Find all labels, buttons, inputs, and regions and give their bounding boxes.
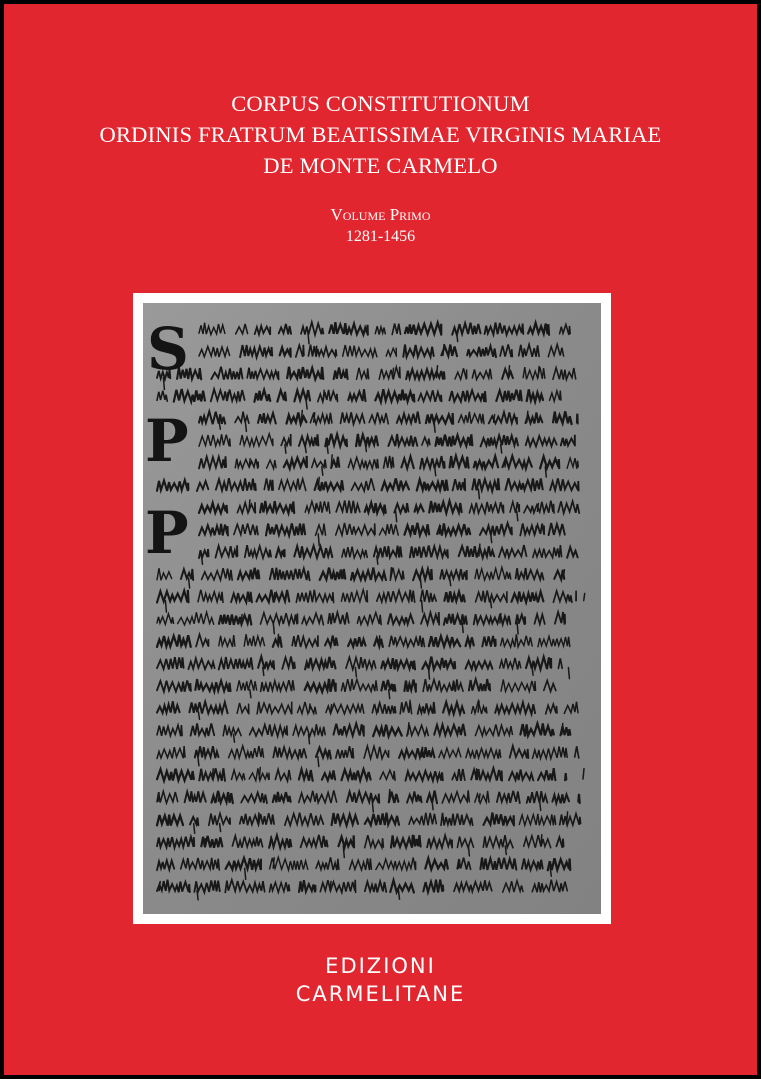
handwriting-stroke <box>345 325 346 333</box>
handwriting-stroke <box>568 668 569 679</box>
handwriting-stroke <box>408 723 409 735</box>
handwriting-stroke <box>219 422 220 429</box>
handwriting-stroke <box>457 333 458 342</box>
handwriting-stroke <box>517 623 518 634</box>
handwriting-stroke <box>422 748 423 757</box>
handwriting-stroke <box>412 835 413 846</box>
handwriting-stroke <box>305 445 306 453</box>
handwriting-stroke <box>270 836 271 846</box>
handwriting-stroke <box>532 668 533 676</box>
handwriting-stroke <box>389 690 390 699</box>
svg-text:P: P <box>145 499 189 567</box>
handwriting-stroke <box>550 868 551 876</box>
handwriting-stroke <box>365 445 366 452</box>
handwriting-stroke <box>199 712 200 719</box>
handwriting-stroke <box>372 801 373 812</box>
handwriting-stroke <box>501 445 502 454</box>
handwriting-stroke <box>399 891 400 900</box>
handwriting-stroke <box>316 346 317 355</box>
handwriting-stroke <box>414 348 415 356</box>
handwriting-stroke <box>250 690 251 698</box>
handwriting-stroke <box>563 570 564 579</box>
handwriting-stroke <box>478 489 479 499</box>
handwriting-stroke <box>241 615 242 623</box>
handwriting-stroke <box>396 511 397 521</box>
handwriting-stroke <box>538 367 539 378</box>
handwriting-stroke <box>437 366 438 378</box>
handwriting-stroke <box>567 812 568 824</box>
handwriting-stroke <box>249 459 250 467</box>
handwriting-stroke <box>314 413 315 422</box>
manuscript-image <box>143 303 601 914</box>
handwriting-stroke <box>562 724 563 735</box>
handwriting-stroke <box>505 457 506 466</box>
volume-years: 1281-1456 <box>345 228 416 245</box>
title-line-3: DE MONTE CARMELO <box>263 153 498 178</box>
handwriting-stroke <box>432 801 433 809</box>
book-cover <box>4 4 757 1075</box>
publisher-name <box>4 952 757 1008</box>
handwriting-stroke <box>462 623 463 633</box>
handwriting-stroke <box>434 422 435 432</box>
handwriting-stroke <box>429 668 430 680</box>
handwriting-stroke <box>443 345 444 356</box>
handwriting-stroke <box>234 734 235 742</box>
handwriting-stroke <box>330 882 331 891</box>
handwriting-stroke <box>494 415 495 423</box>
handwriting-stroke <box>158 793 159 802</box>
handwriting-stroke <box>390 568 391 579</box>
handwriting-stroke <box>527 411 528 422</box>
handwriting-stroke <box>301 411 302 423</box>
handwriting-stroke <box>263 668 264 676</box>
handwriting-stroke <box>331 455 332 467</box>
book-title <box>4 88 757 181</box>
handwriting-stroke <box>318 477 319 489</box>
handwriting-stroke <box>220 824 221 832</box>
handwriting-stroke <box>409 700 410 712</box>
handwriting-stroke <box>194 824 195 834</box>
handwriting-stroke <box>540 801 541 810</box>
handwriting-stroke <box>435 467 436 476</box>
handwriting-stroke <box>379 636 380 645</box>
handwriting-stroke <box>420 578 421 588</box>
handwriting-stroke <box>450 578 451 585</box>
handwriting-stroke <box>377 556 378 564</box>
handwriting-stroke <box>285 445 286 454</box>
publisher-line-2: CARMELITANE <box>295 982 466 1006</box>
handwriting-stroke <box>479 544 480 556</box>
handwriting-stroke <box>273 623 274 634</box>
handwriting-stroke <box>197 891 198 900</box>
handwriting-stroke <box>274 593 275 601</box>
handwriting-stroke <box>583 769 584 779</box>
handwriting-stroke <box>500 614 501 623</box>
handwriting-stroke <box>535 526 536 533</box>
handwriting-stroke <box>189 578 190 588</box>
handwriting-stroke <box>545 467 546 477</box>
handwriting-stroke <box>159 882 160 891</box>
handwriting-stroke <box>331 705 332 713</box>
handwriting-stroke <box>422 601 423 612</box>
handwriting-stroke <box>218 794 219 801</box>
handwriting-stroke <box>249 500 250 511</box>
handwriting-stroke <box>323 390 324 400</box>
handwriting-stroke <box>440 526 441 534</box>
handwriting-stroke <box>202 556 203 564</box>
handwriting-stroke <box>509 366 510 378</box>
handwriting-stroke <box>259 768 260 780</box>
handwriting-stroke <box>315 504 316 511</box>
handwriting-stroke <box>327 445 328 454</box>
handwriting-stroke <box>378 705 379 712</box>
handwriting-stroke <box>459 860 460 868</box>
handwriting-stroke <box>565 773 566 780</box>
volume-label: Volume Primo <box>330 205 431 224</box>
handwriting-stroke <box>468 846 469 856</box>
handwriting-stroke <box>491 601 492 608</box>
handwriting-stroke <box>479 794 480 801</box>
handwriting-stroke <box>273 858 274 869</box>
handwriting-stroke <box>212 769 213 779</box>
volume-info <box>4 204 757 248</box>
handwriting-stroke <box>306 400 307 409</box>
handwriting-stroke <box>204 839 205 846</box>
handwriting-stroke <box>198 757 199 766</box>
handwriting-stroke <box>227 393 228 400</box>
handwriting-stroke <box>537 503 538 511</box>
title-line-2: ORDINIS FRATRUM BEATISSIMAE VIRGINIS MARIAE <box>99 122 662 147</box>
handwriting-stroke <box>309 734 310 743</box>
handwriting-stroke <box>258 813 259 824</box>
handwriting-stroke <box>584 594 585 601</box>
handwriting-stroke <box>476 769 477 779</box>
handwriting-stroke <box>393 368 394 377</box>
handwriting-stroke <box>318 757 319 767</box>
handwriting-stroke <box>165 601 166 613</box>
handwriting-stroke <box>453 683 454 690</box>
manuscript-image-frame <box>133 293 611 924</box>
handwriting-stroke <box>183 637 184 645</box>
handwriting-stroke <box>245 422 246 431</box>
handwriting-stroke <box>578 794 579 803</box>
handwriting-stroke <box>541 835 542 846</box>
handwriting-stroke <box>343 846 344 858</box>
handwriting-stroke <box>517 511 518 520</box>
svg-text:S: S <box>147 315 189 383</box>
svg-text:P: P <box>145 407 189 475</box>
handwriting-stroke <box>355 668 356 677</box>
handwriting-stroke <box>278 634 279 645</box>
handwriting-stroke <box>245 868 246 879</box>
title-line-1: CORPUS CONSTITUTIONUM <box>231 91 530 116</box>
publisher-line-1: EDIZIONI <box>325 954 436 978</box>
handwriting-stroke <box>491 534 492 543</box>
handwriting-stroke <box>318 534 319 546</box>
handwriting-stroke <box>478 701 479 712</box>
handwriting-stroke <box>322 467 323 475</box>
handwriting-stroke <box>415 505 424 512</box>
handwriting-stroke <box>505 846 506 855</box>
handwriting-stroke <box>309 704 310 712</box>
handwriting-stroke <box>389 790 390 802</box>
handwriting-stroke <box>163 378 164 390</box>
handwriting-stroke <box>308 333 309 344</box>
handwriting-stroke <box>577 414 578 424</box>
